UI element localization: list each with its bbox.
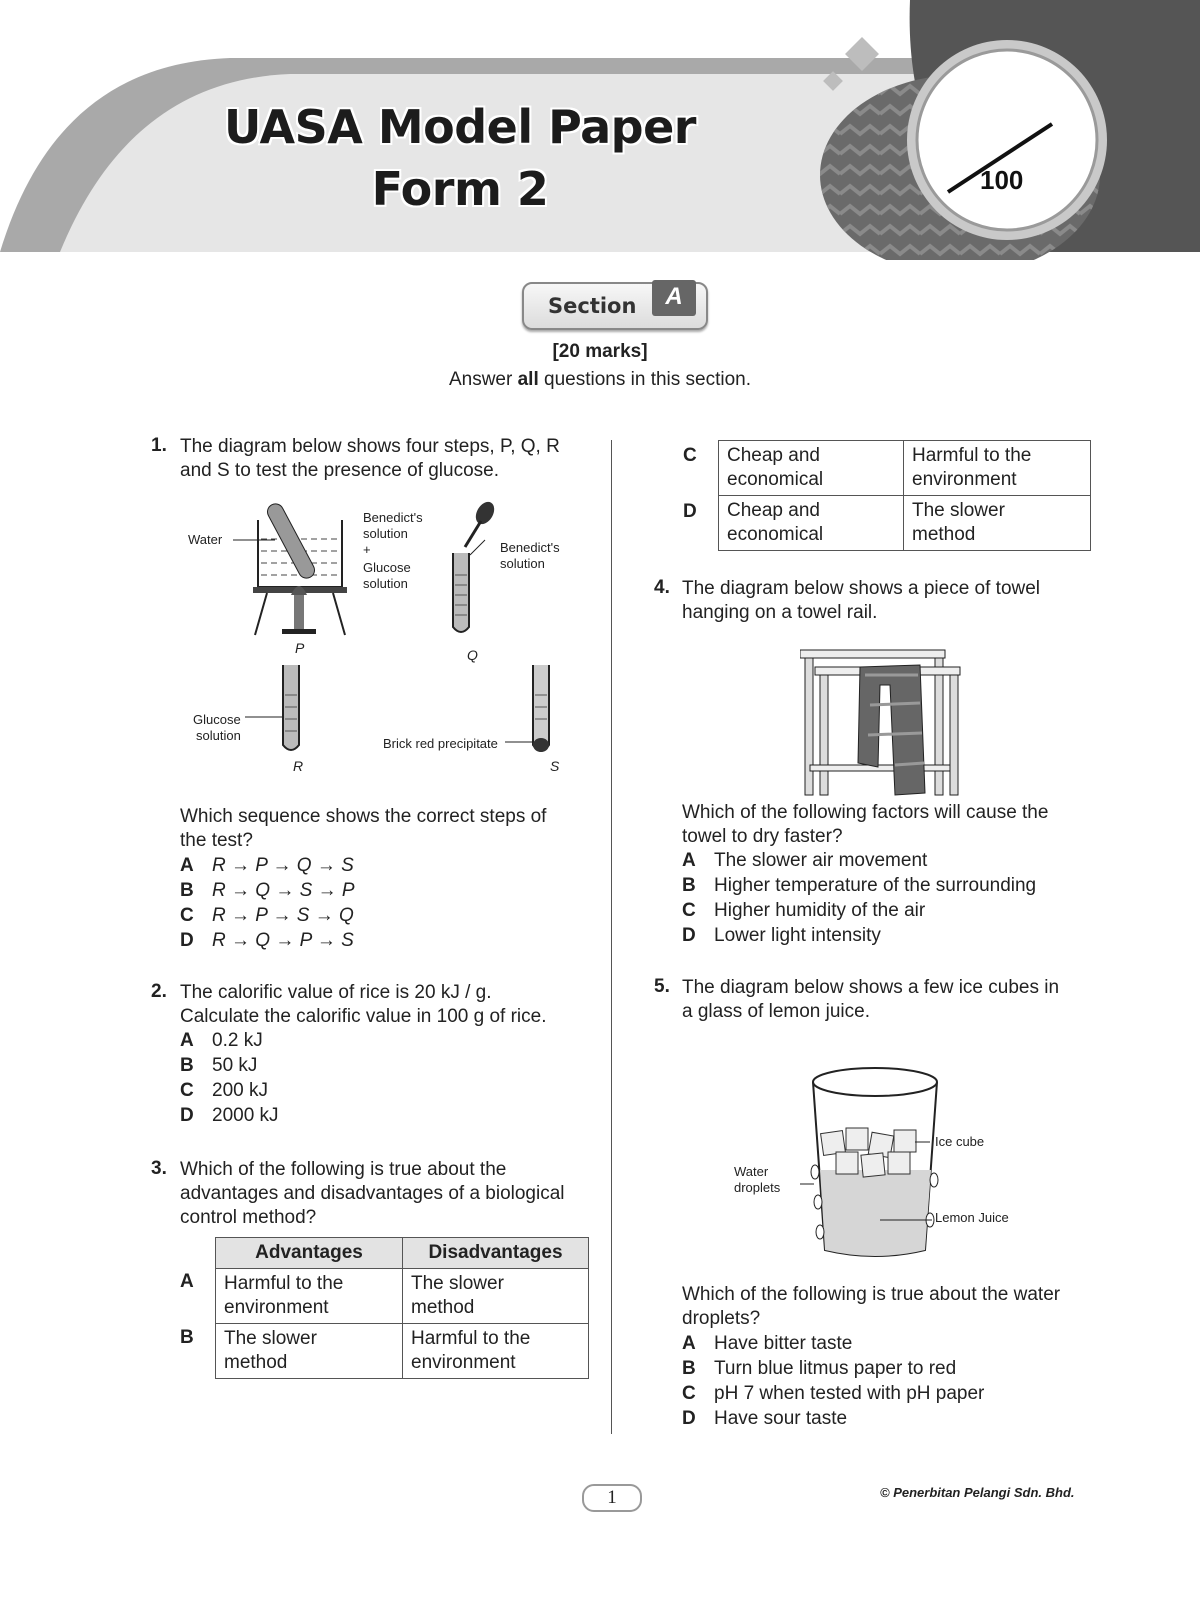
publisher-credit: © Penerbitan Pelangi Sdn. Bhd. [880,1485,1075,1500]
option-text: The slower air movement [714,850,928,871]
label-benedicts-1: Benedict's [363,510,423,525]
cell-advantage [216,1324,403,1379]
table-header-row [216,1238,589,1269]
q4-option-c[interactable] [682,899,925,923]
label-ice-cube: Ice cube [935,1134,985,1149]
page-header [0,0,1200,260]
q2-option-b[interactable] [180,1054,257,1078]
q3-text-line-3: control method? [180,1207,317,1228]
cell-advantage [719,496,904,551]
q1-text-line-1: The diagram below shows four steps, P, Q, R [180,436,560,457]
option-text: R → Q → S → P [212,880,355,901]
cell-line: method [912,524,976,545]
label-water: Water [188,532,223,547]
cell-line: economical [727,524,824,545]
q1-text-line-2: and S to test the presence of glucose. [180,460,499,481]
cell-disadvantage [403,1269,589,1324]
option-letter: A [180,855,194,876]
cell-line: economical [727,469,824,490]
table-row [719,441,1091,496]
section-letter: A [652,280,696,316]
table-row [216,1324,589,1379]
step-p-water-bath [233,501,347,635]
q4-option-b[interactable] [682,874,1036,898]
option-letter: B [682,875,696,896]
q4-text-line-2: hanging on a towel rail. [682,602,878,623]
header-disadvantages: Disadvantages [403,1238,589,1269]
section-badge [522,282,708,330]
q5-option-c[interactable] [682,1382,984,1406]
q4-text-line-1: The diagram below shows a piece of towel [682,578,1041,599]
instruction-pre: Answer [448,369,518,390]
label-lemon-juice: Lemon Juice [935,1210,1009,1225]
option-letter: D [682,1408,696,1429]
option-text: Have sour taste [714,1408,848,1429]
label-glucose-1: Glucose [363,560,411,575]
option-letter: D [180,930,194,951]
q4-question-line-2: towel to dry faster? [682,826,843,847]
cell-line: method [411,1297,475,1318]
label-benedicts-q-1: Benedict's [500,540,560,555]
cell-disadvantage [403,1324,589,1379]
option-letter: C [682,1383,696,1404]
label-brick-red: Brick red precipitate [383,736,498,751]
q3-option-b-letter[interactable]: B [180,1327,194,1348]
q3-table-left [215,1237,589,1379]
q4-number: 4. [654,577,670,598]
option-letter: C [180,905,194,926]
label-q: Q [467,647,478,663]
q5-number: 5. [654,976,670,997]
table-row [719,496,1091,551]
step-s-test-tube [505,665,549,752]
q3-option-a-letter[interactable]: A [180,1271,194,1292]
q3-number: 3. [151,1158,167,1179]
q5-text-line-2: a glass of lemon juice. [682,1001,870,1022]
cell-line: environment [224,1297,329,1318]
option-text: pH 7 when tested with pH paper [714,1383,985,1404]
label-glucose-2: solution [363,576,408,591]
column-divider [611,440,612,1434]
option-letter: A [682,1333,696,1354]
q1-option-d[interactable] [180,929,354,953]
q3-text-line-2: advantages and disadvantages of a biological [180,1183,565,1204]
option-text: R → Q → P → S [212,930,354,951]
label-glucose-r-1: Glucose [193,712,241,727]
q4-question-line-1: Which of the following factors will cause the [682,802,1049,823]
label-water-droplets-1: Water [734,1164,769,1179]
option-text: Have bitter taste [714,1333,853,1354]
q5-question-line-1: Which of the following is true about the water [682,1284,1061,1305]
cell-line: The slower [411,1273,504,1294]
cell-disadvantage [904,441,1091,496]
option-text: Higher humidity of the air [714,900,926,921]
option-letter: A [682,850,696,871]
q1-option-a[interactable] [180,854,354,878]
option-letter: D [682,925,696,946]
q2-option-d[interactable] [180,1104,279,1128]
option-text: R → P → S → Q [212,905,354,926]
cell-line: Harmful to the [912,445,1032,466]
q5-option-a[interactable] [682,1332,852,1356]
table-row [216,1269,589,1324]
q4-towel-rail-diagram [800,645,975,797]
instruction-post: questions in this section. [538,369,752,390]
label-benedicts-2: solution [363,526,408,541]
section-instruction [0,369,1200,391]
label-water-droplets-2: droplets [734,1180,781,1195]
title-line-1: UASA Model Paper [224,100,696,154]
header-advantages: Advantages [216,1238,403,1269]
q2-option-a[interactable] [180,1029,263,1053]
option-text: 200 kJ [212,1080,268,1101]
option-letter: D [180,1105,194,1126]
option-letter: C [682,900,696,921]
label-glucose-r-2: solution [196,728,241,743]
q4-option-d[interactable] [682,924,881,948]
cell-advantage [216,1269,403,1324]
instruction-bold: all [517,369,539,390]
q5-question-line-2: droplets? [682,1308,761,1329]
cell-line: Cheap and [727,500,820,521]
q1-option-b[interactable] [180,879,355,903]
q5-glass-diagram [800,1060,950,1265]
q2-text-line-2: Calculate the calorific value in 100 g of rice. [180,1006,547,1027]
score-total: 100 [980,165,1024,195]
option-letter: B [682,1358,696,1379]
cell-line: environment [912,469,1017,490]
cell-disadvantage [904,496,1091,551]
page-number: 1 [582,1484,642,1512]
option-text: 0.2 kJ [212,1030,263,1051]
label-s: S [550,758,560,774]
step-q-dropper-test-tube [453,499,498,632]
q3-option-d-letter[interactable]: D [683,501,697,522]
q1-question-line-2: the test? [180,830,253,851]
option-text: Turn blue litmus paper to red [714,1358,957,1379]
cell-advantage [719,441,904,496]
option-letter: A [180,1030,194,1051]
q1-question-line-1: Which sequence shows the correct steps of [180,806,547,827]
cell-line: The slower [912,500,1005,521]
option-letter: C [180,1080,194,1101]
cell-line: The slower [224,1328,317,1349]
cell-line: Harmful to the [411,1328,531,1349]
option-text: 2000 kJ [212,1105,279,1126]
option-text: Higher temperature of the surrounding [714,875,1037,896]
cell-line: Cheap and [727,445,820,466]
q5-text-line-1: The diagram below shows a few ice cubes in [682,977,1060,998]
label-p: P [295,640,305,656]
option-letter: B [180,880,194,901]
cell-line: Harmful to the [224,1273,344,1294]
q3-table-right [718,440,1091,551]
q2-number: 2. [151,981,167,1002]
option-text: R → P → Q → S [212,855,354,876]
step-r-test-tube [245,665,299,750]
q2-option-c[interactable] [180,1079,268,1103]
title-line-2: Form 2 [371,162,549,216]
label-benedicts-q-2: solution [500,556,545,571]
q5-option-d[interactable] [682,1407,847,1431]
q3-option-c-letter[interactable]: C [683,445,697,466]
section-label: Section [548,294,637,318]
cell-line: environment [411,1352,516,1373]
q5-option-b[interactable] [682,1357,956,1381]
q4-option-a[interactable] [682,849,927,873]
section-marks: [20 marks] [552,341,648,362]
option-letter: B [180,1055,194,1076]
q1-number: 1. [151,435,167,456]
cell-line: method [224,1352,288,1373]
label-r: R [293,758,304,774]
option-text: 50 kJ [212,1055,258,1076]
q2-text-line-1: The calorific value of rice is 20 kJ / g. [180,982,492,1003]
q3-text-line-1: Which of the following is true about the [180,1159,507,1180]
option-text: Lower light intensity [714,925,881,946]
label-plus: + [363,542,371,557]
q1-option-c[interactable] [180,904,354,928]
